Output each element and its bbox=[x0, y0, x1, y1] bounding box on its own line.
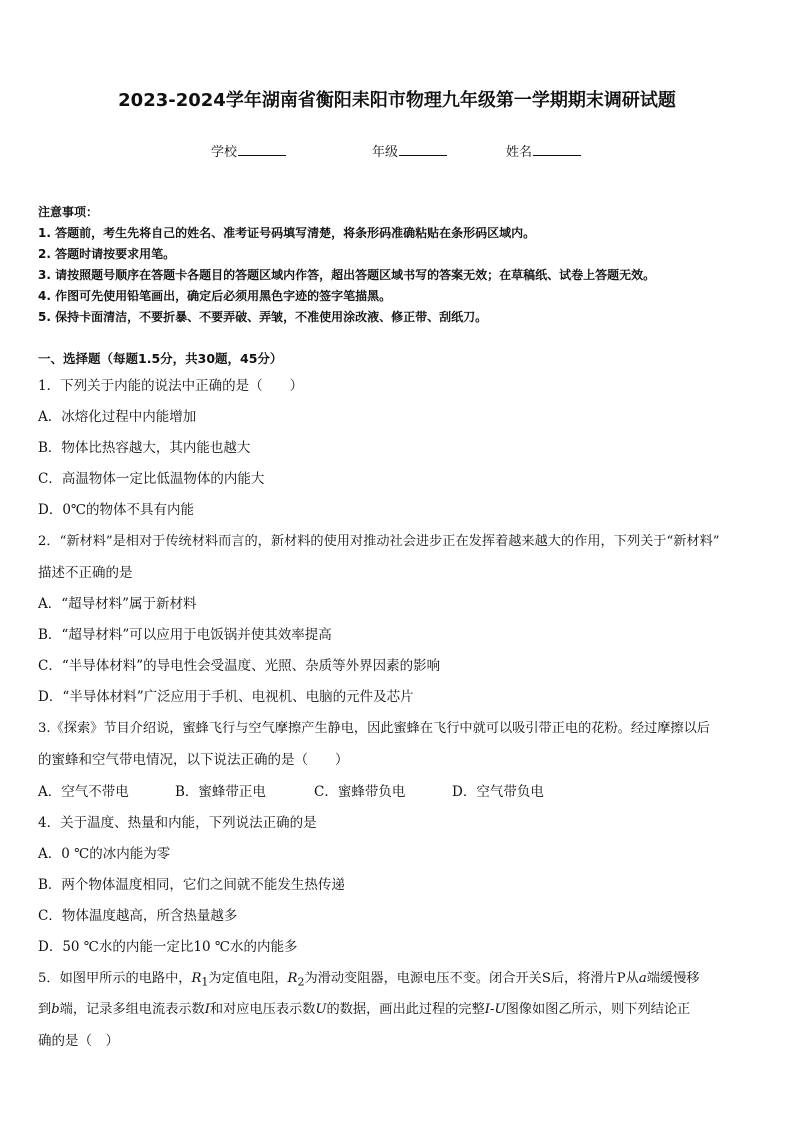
question-stem-cont: 确的是（ ） bbox=[38, 1033, 119, 1049]
question-stem-cont: 描述不正确的是 bbox=[38, 565, 133, 581]
r2-subscript: 2 bbox=[297, 975, 305, 989]
a-variable: a bbox=[638, 971, 647, 986]
option-a: A．空气不带电 bbox=[38, 784, 129, 800]
q5-text: 到 bbox=[38, 1002, 52, 1017]
option-b: B．物体比热容越大，其内能也越大 bbox=[38, 440, 251, 456]
q5-text: 为定值电阻， bbox=[208, 971, 288, 986]
note-item: 5. 保持卡面清洁，不要折暴、不要弄破、弄皱，不准使用涂改液、修正带、刮纸刀。 bbox=[38, 310, 488, 324]
question-stem: 2．“新材料”是相对于传统材料而言的，新材料的使用对推动社会进步正在发挥着越来越大的作用，下列关于“新材料” bbox=[38, 534, 720, 549]
grade-label: 年级 bbox=[372, 145, 399, 160]
option-b: B．两个物体温度相同，它们之间就不能发生热传递 bbox=[38, 877, 345, 893]
u-variable: U bbox=[315, 1002, 327, 1017]
question-stem: 1．下列关于内能的说法中正确的是（ ） bbox=[38, 378, 304, 394]
option-c: C．物体温度越高，所含热量越多 bbox=[38, 908, 238, 924]
q5-text: 和对应电压表示数 bbox=[209, 1002, 316, 1017]
grade-field bbox=[372, 141, 447, 160]
q5-text: 为滑动变阻器，电源电压不变。闭合开关S后，将滑片P从 bbox=[304, 971, 639, 986]
page-title: 2023-2024学年湖南省衡阳耒阳市物理九年级第一学期期末调研试题 bbox=[118, 90, 676, 111]
option-c: C．蜜蜂带负电 bbox=[314, 784, 406, 800]
option-d: D．50 ℃水的内能一定比10 ℃水的内能多 bbox=[38, 939, 298, 955]
question-stem: 3.《探索》节目介绍说，蜜蜂飞行与空气摩擦产生静电，因此蜜蜂在飞行中就可以吸引带正电的花粉。经过摩擦以后 bbox=[38, 721, 710, 736]
q5-text: 的数据，画出此过程的完整 bbox=[326, 1002, 485, 1017]
grade-blank bbox=[399, 143, 447, 156]
option-d: D．0℃的物体不具有内能 bbox=[38, 502, 195, 518]
question-stem-cont bbox=[38, 998, 690, 1017]
option-b: B．“超导材料”可以应用于电饭锅并使其效率提高 bbox=[38, 627, 332, 643]
iu-variable: I-U bbox=[484, 1002, 506, 1017]
options-row bbox=[38, 780, 544, 800]
option-a: A．0 ℃的冰内能为零 bbox=[38, 846, 171, 862]
option-d: D．“半导体材料”广泛应用于手机、电视机、电脑的元件及芯片 bbox=[38, 689, 414, 705]
option-a: A．“超导材料”属于新材料 bbox=[38, 596, 197, 612]
name-label: 姓名 bbox=[506, 145, 533, 160]
school-field bbox=[211, 141, 286, 160]
r1-subscript: 1 bbox=[201, 975, 209, 989]
name-blank bbox=[533, 143, 581, 156]
notes-heading: 注意事项： bbox=[38, 205, 99, 219]
name-field bbox=[506, 141, 581, 160]
q5-text: 5．如图甲所示的电路中， bbox=[38, 971, 192, 986]
option-d: D．空气带负电 bbox=[452, 784, 544, 800]
i-variable: I bbox=[204, 1002, 210, 1017]
r2-symbol: R bbox=[287, 971, 298, 986]
note-item: 3. 请按照题号顺序在答题卡各题目的答题区域内作答，超出答题区域书写的答案无效；在草稿纸、试卷上答题无效。 bbox=[38, 268, 656, 282]
question-stem-cont: 的蜜蜂和空气带电情况，以下说法正确的是（ ） bbox=[38, 752, 349, 768]
option-c: C．高温物体一定比低温物体的内能大 bbox=[38, 471, 265, 487]
question-stem bbox=[38, 967, 699, 989]
option-b: B．蜜蜂带正电 bbox=[175, 784, 266, 800]
note-item: 2. 答题时请按要求用笔。 bbox=[38, 247, 176, 261]
school-label: 学校 bbox=[211, 145, 238, 160]
q5-text: 图像如图乙所示，则下列结论正 bbox=[505, 1002, 691, 1017]
r1-symbol: R bbox=[191, 971, 202, 986]
section-heading: 一、选择题（每题1.5分，共30题，45分） bbox=[38, 351, 283, 366]
school-blank bbox=[238, 143, 286, 156]
option-a: A．冰熔化过程中内能增加 bbox=[38, 409, 197, 425]
note-item: 4. 作图可先使用铅笔画出，确定后必须用黑色字迹的签字笔描黑。 bbox=[38, 289, 392, 303]
question-stem: 4．关于温度、热量和内能，下列说法正确的是 bbox=[38, 815, 317, 831]
b-variable: b bbox=[51, 1002, 60, 1017]
note-item: 1. 答题前，考生先将自己的姓名、准考证号码填写清楚，将条形码准确粘贴在条形码区域内。 bbox=[38, 226, 536, 240]
q5-text: 端，记录多组电流表示数 bbox=[59, 1002, 205, 1017]
q5-text: 端缓慢移 bbox=[646, 971, 700, 986]
option-c: C．“半导体材料”的导电性会受温度、光照、杂质等外界因素的影响 bbox=[38, 658, 441, 674]
